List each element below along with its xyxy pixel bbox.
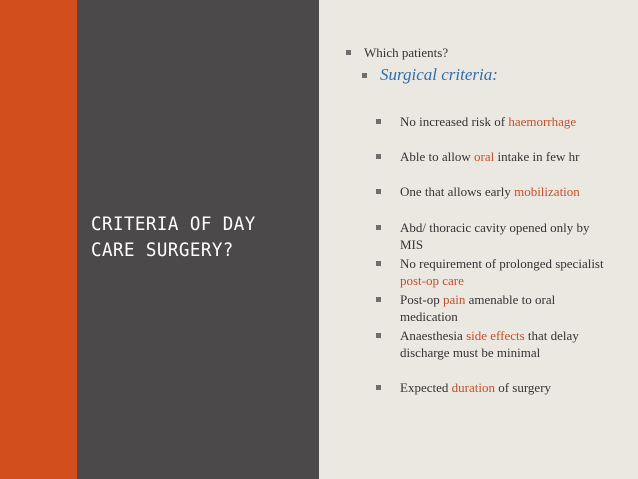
criteria-item [376,219,608,253]
square-bullet-icon [362,73,367,78]
subheading-text: Surgical criteria: [380,65,498,84]
square-bullet-icon [376,333,381,338]
square-bullet-icon [376,385,381,390]
criteria-highlight: post-op care [400,273,464,288]
square-bullet-icon [376,261,381,266]
criteria-item [376,291,608,325]
criteria-text-tail: that delay discharge must be minimal [400,328,579,360]
criteria-text: No increased risk of [400,114,509,129]
criteria-text: Anaesthesia [400,328,467,343]
criteria-highlight: duration [451,380,495,395]
criteria-text-tail: of surgery [494,380,552,395]
criteria-highlight: mobilization [514,184,580,199]
square-bullet-icon [376,154,381,159]
criteria-item [376,113,608,130]
criteria-text-tail: intake in few hr [494,149,580,164]
criteria-highlight: pain [442,292,466,307]
square-bullet-icon [376,189,381,194]
criteria-item [376,379,608,396]
square-bullet-icon [376,225,381,230]
square-bullet-icon [346,50,351,55]
criteria-text: No requirement of prolonged specialist [400,256,604,271]
slide-title: CRITERIA OF DAY CARE SURGERY? [91,213,256,261]
criteria-text: Expected [400,380,452,395]
accent-strip [0,0,77,479]
subheading-item [362,65,498,85]
question-text: Which patients? [364,45,449,60]
criteria-text: One that allows early [400,184,515,199]
criteria-highlight: side effects [466,328,525,343]
criteria-highlight: haemorrhage [508,114,577,129]
criteria-text: Able to allow [400,149,475,164]
criteria-text-tail: amenable to oral medication [400,292,556,324]
criteria-text: Post-op [400,292,443,307]
criteria-item [376,148,608,165]
question-item [346,45,448,61]
criteria-text: Abd/ thoracic cavity opened only by MIS [400,220,590,252]
criteria-item [376,183,608,200]
criteria-item [376,255,608,289]
square-bullet-icon [376,119,381,124]
criteria-item [376,327,608,361]
criteria-highlight: oral [474,149,495,164]
square-bullet-icon [376,297,381,302]
